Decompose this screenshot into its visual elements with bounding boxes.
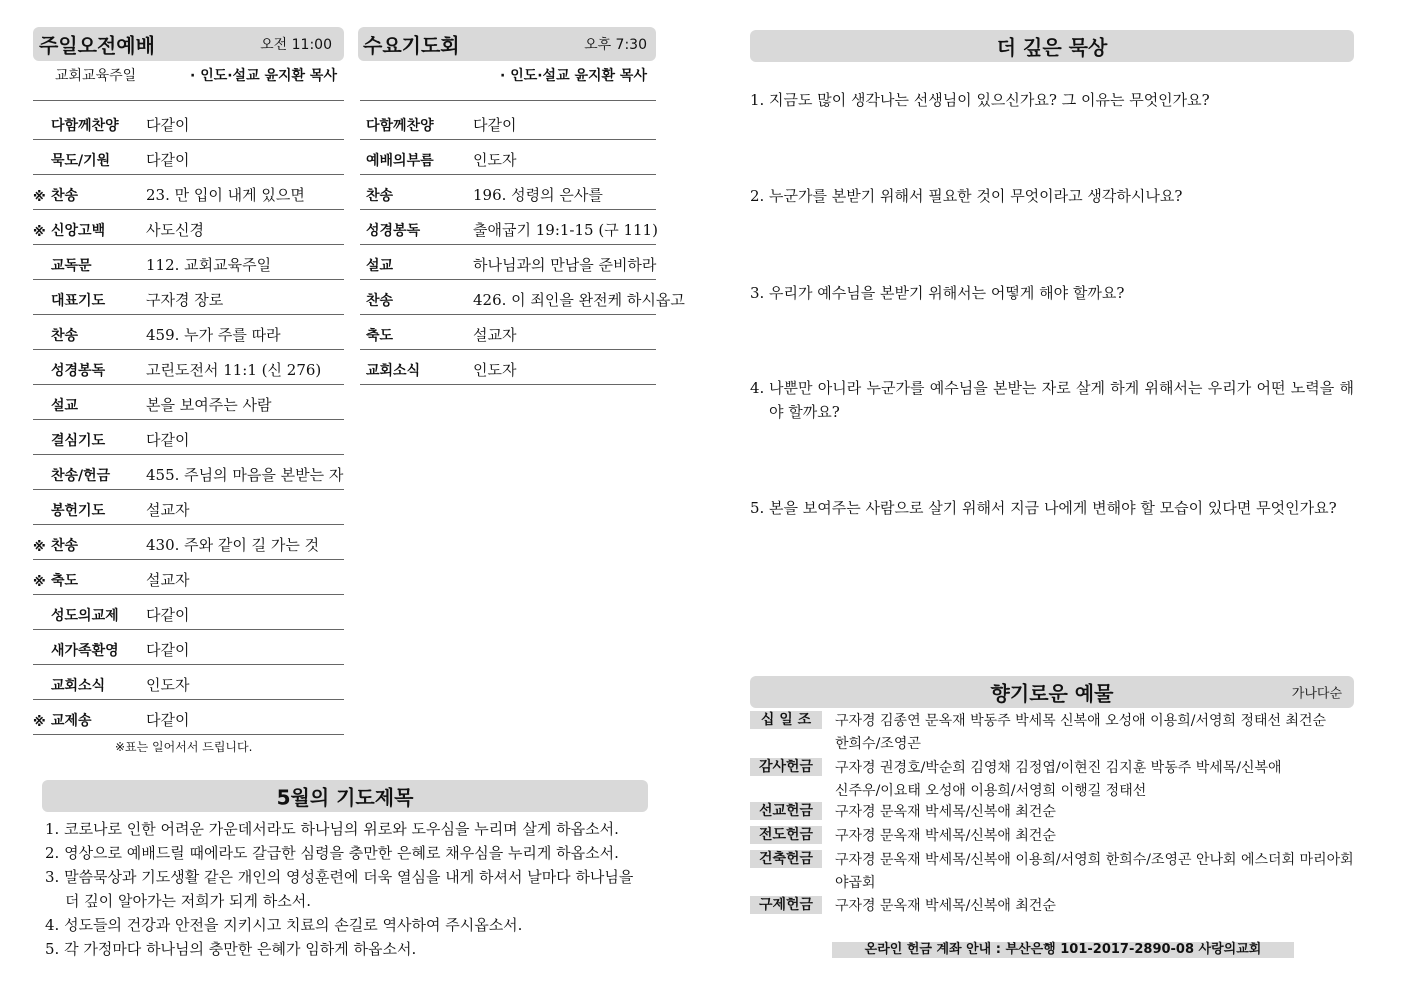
order-item-value: 459. 누가 주를 따라 [146,326,281,344]
sunday-service-time: 오전 11:00 [260,37,332,53]
order-item-label: 찬송 [51,188,79,204]
meditation-title: 더 깊은 묵상 [996,35,1108,60]
question-number: 5. [750,499,765,517]
order-row [33,525,344,560]
order-item-value: 인도자 [146,676,190,694]
order-row [360,280,685,315]
prayer-topics-list [45,817,645,961]
order-row [33,595,344,630]
question-text: 지금도 많이 생각나는 선생님이 있으신가요? 그 이유는 무엇인가요? [769,91,1210,109]
order-item-value: 본을 보여주는 사람 [146,396,272,414]
order-item-label: 교회소식 [366,363,421,379]
meditation-question [750,281,1354,305]
prayer-topic: 1. 코로나로 인한 어려운 가운데서라도 하나님의 위로와 도우심을 누리며 살게 하옵소서. [45,820,619,838]
prayer-topic: 4. 성도들의 건강과 안전을 지키시고 치료의 손길로 역사하여 주시옵소서. [45,916,523,934]
order-item-label: 성경봉독 [51,363,106,379]
order-row [33,630,344,665]
offering-names [835,849,1355,895]
question-number: 2. [750,187,765,205]
order-row [33,490,344,525]
offering-names-line: 구자경 권경호/박순희 김영채 김정엽/이현진 김지훈 박동주 박세목/신복애 [835,760,1282,776]
order-item-label: 축도 [366,328,394,344]
order-item-value: 다같이 [146,431,190,449]
order-item-label: 교제송 [51,713,92,729]
offering-names-line: 구자경 문옥재 박세목/신복애 최건순 [835,898,1056,914]
order-item-label: 설교 [51,398,79,414]
order-row [33,245,344,280]
prayer-topics-header [42,780,648,812]
wednesday-service-preacher: · 인도·설교 윤지환 목사 [500,68,647,84]
prayer-topic: 5. 각 가정마다 하나님의 충만한 은혜가 임하게 하옵소서. [45,940,417,958]
offering-names [835,825,1355,848]
offering-category: 십 일 조 [750,711,822,729]
order-row [360,350,656,385]
order-item-value: 다같이 [146,711,190,729]
offering-title: 향기로운 예물 [990,681,1114,706]
order-row [33,700,344,735]
offering-header [750,676,1354,708]
question-text: 우리가 예수님을 본받기 위해서는 어떻게 해야 할까요? [769,284,1125,302]
order-row [360,105,656,140]
order-item-value: 다같이 [146,151,190,169]
question-text: 본을 보여주는 사람으로 살기 위해서 지금 나에게 변해야 할 모습이 있다면 무엇인가요? [769,499,1337,517]
order-item-label: 설교 [366,258,394,274]
sunday-service-header [33,27,344,61]
order-item-label: 대표기도 [51,293,106,309]
order-item-value: 설교자 [146,501,190,519]
order-row [33,140,344,175]
standing-note: ※표는 일어서서 드립니다. [115,740,253,754]
order-item-value: 고린도전서 11:1 (신 276) [146,361,322,379]
meditation-question [750,184,1354,208]
order-item-value: 사도신경 [146,221,204,239]
prayer-topic: 2. 영상으로 예배드릴 때에라도 갈급한 심령을 충만한 은혜로 채우심을 누리게 하옵소서. [45,844,619,862]
offering-category: 구제헌금 [750,896,822,914]
order-item-label: 신앙고백 [51,223,106,239]
wednesday-service-time: 오후 7:30 [584,37,647,53]
meditation-question [750,88,1354,112]
order-item-label: 성도의교제 [51,608,119,624]
order-item-value: 출애굽기 19:1-15 (구 111) [473,221,658,239]
offering-sort-note: 가나다순 [1291,686,1342,702]
order-item-value: 설교자 [146,571,190,589]
wednesday-service-title: 수요기도회 [363,33,460,58]
order-row [33,175,344,210]
meditation-question [750,376,1354,424]
prayer-topic: 3. 말씀묵상과 기도생활 같은 개인의 영성훈련에 더욱 열심을 내게 하셔서 날마다 하나님을 [45,868,634,886]
sunday-service-subtitle: 교회교육주일 [55,68,137,84]
offering-names [835,757,1355,803]
order-item-label: 찬송 [51,538,79,554]
order-item-value: 430. 주와 같이 길 가는 것 [146,536,320,554]
offering-names [835,710,1355,756]
standing-mark: ※ [33,190,46,205]
order-item-value: 196. 성령의 은사를 [473,186,603,204]
order-item-value: 구자경 장로 [146,291,224,309]
prayer-topics-title: 5월의 기도제목 [276,785,414,810]
order-item-value: 하나님과의 만남을 준비하라 [473,256,657,274]
offering-names-line: 야곱회 [835,875,876,891]
order-row [33,420,344,455]
order-item-value: 다같이 [146,116,190,134]
order-item-value: 인도자 [473,151,517,169]
order-item-label: 다함께찬양 [366,118,434,134]
order-item-value: 23. 만 입이 내게 있으면 [146,186,305,204]
sunday-order-topline [33,100,344,101]
offering-category: 전도헌금 [750,826,822,844]
offering-names-line: 구자경 문옥재 박세목/신복애 최건순 [835,828,1056,844]
order-row [360,140,656,175]
order-item-value: 112. 교회교육주일 [146,256,272,274]
order-row [33,385,344,420]
question-text: 나뿐만 아니라 누군가를 예수님을 본받는 자로 살게 하게 위해서는 우리가 어떤 노력을 해야 할까요? [769,379,1354,421]
order-row [360,245,656,280]
order-item-label: 교회소식 [51,678,106,694]
standing-mark: ※ [33,540,46,555]
offering-category: 선교헌금 [750,802,822,820]
offering-category: 감사헌금 [750,758,822,776]
order-item-value: 455. 주님의 마음을 본받는 자 [146,466,344,484]
order-item-value: 다같이 [473,116,517,134]
question-number: 4. [750,379,765,397]
order-row [33,455,344,490]
offering-names-line: 구자경 김종연 문옥재 박동주 박세목 신복애 오성애 이용희/서영희 정태선 최건순 [835,713,1327,729]
order-item-value: 인도자 [473,361,517,379]
order-row [360,210,656,245]
prayer-topic: 더 깊이 알아가는 저희가 되게 하소서. [65,892,311,910]
order-item-label: 축도 [51,573,79,589]
wednesday-order-of-service [360,105,685,385]
order-item-value: 설교자 [473,326,517,344]
sunday-service-title: 주일오전예배 [39,33,155,58]
offering-names-line: 구자경 문옥재 박세목/신복애 이용희/서영희 한희수/조영곤 안나회 에스더회 마리아회 [835,852,1354,868]
order-row [33,315,344,350]
order-item-label: 성경봉독 [366,223,421,239]
standing-mark: ※ [33,715,46,730]
order-item-label: 봉헌기도 [51,503,106,519]
order-item-label: 찬송/헌금 [51,468,111,484]
offering-names-line: 신주우/이요태 오성애 이용희/서영희 이행길 정태선 [835,783,1147,799]
question-number: 3. [750,284,765,302]
question-text: 누군가를 본받기 위해서 필요한 것이 무엇이라고 생각하시나요? [769,187,1183,205]
order-row [33,105,344,140]
meditation-question [750,496,1354,520]
sunday-service-preacher: · 인도·설교 윤지환 목사 [190,68,337,84]
standing-mark: ※ [33,225,46,240]
offering-names-line: 구자경 문옥재 박세목/신복애 최건순 [835,804,1056,820]
offering-category: 건축헌금 [750,850,822,868]
wednesday-order-topline [360,100,656,101]
online-offering-account: 온라인 헌금 계좌 안내 : 부산은행 101-2017-2890-08 사랑의교회 [832,942,1294,958]
question-number: 1. [750,91,765,109]
order-row [33,210,344,245]
order-item-label: 교독문 [51,258,92,274]
order-item-value: 다같이 [146,641,190,659]
order-row [360,315,656,350]
order-item-label: 예배의부름 [366,153,434,169]
order-row [33,665,344,700]
order-item-label: 다함께찬양 [51,118,119,134]
order-item-label: 묵도/기원 [51,153,111,169]
order-item-label: 찬송 [366,293,394,309]
order-item-label: 새가족환영 [51,643,119,659]
order-row [360,175,656,210]
order-item-label: 찬송 [51,328,79,344]
order-item-value: 426. 이 죄인을 완전케 하시옵고 [473,291,685,309]
order-row [33,280,344,315]
offering-names-line: 한희수/조영곤 [835,736,921,752]
sunday-order-of-service [33,105,344,735]
meditation-header [750,30,1354,62]
order-row [33,560,344,595]
order-item-value: 다같이 [146,606,190,624]
order-row [33,350,344,385]
order-item-label: 결심기도 [51,433,106,449]
offering-names [835,801,1355,824]
offering-names [835,895,1355,918]
order-item-label: 찬송 [366,188,394,204]
wednesday-service-header [358,27,656,61]
standing-mark: ※ [33,575,46,590]
